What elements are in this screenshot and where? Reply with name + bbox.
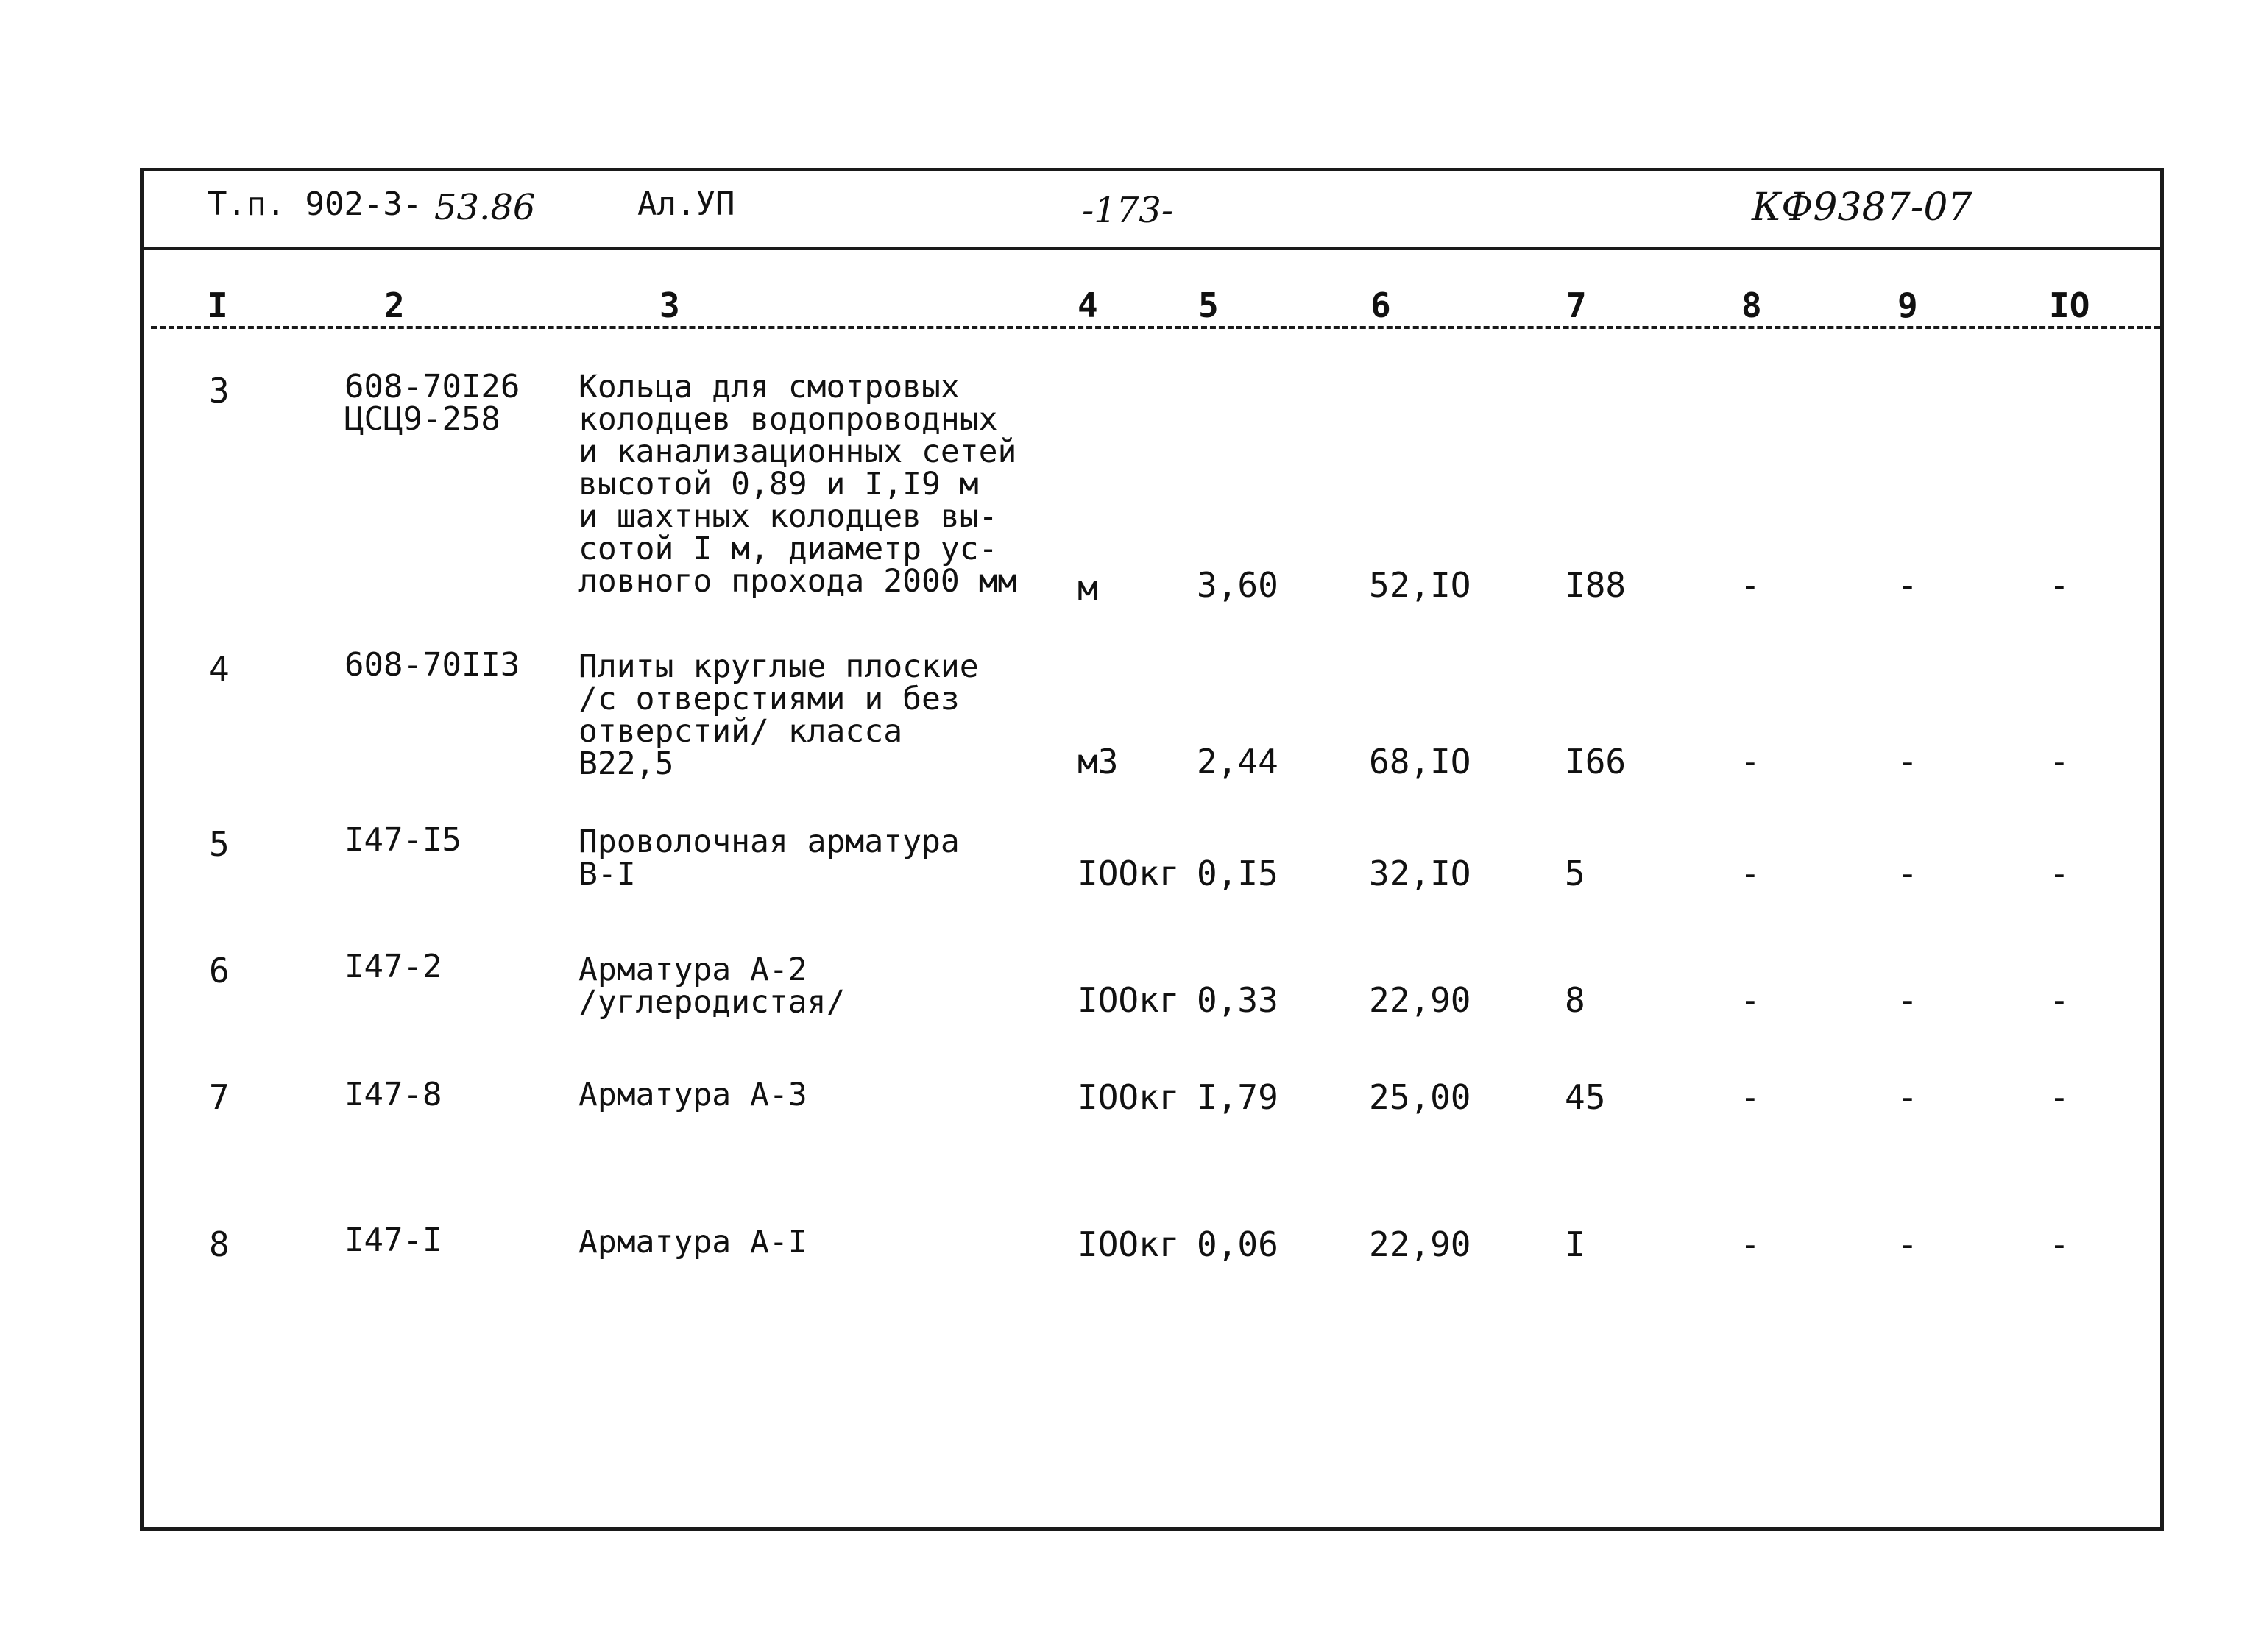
price-cell: 22,90 bbox=[1369, 980, 1471, 1020]
price-cell: 32,IO bbox=[1369, 854, 1471, 893]
col10-cell: - bbox=[2049, 854, 2070, 893]
album-label: Ал.УП bbox=[637, 185, 735, 223]
total-cell: I88 bbox=[1565, 565, 1627, 605]
item-description: Арматура А-2 /углеродистая/ bbox=[578, 951, 846, 1021]
item-code: I47-I bbox=[344, 1222, 442, 1259]
page-number: -173- bbox=[1082, 190, 1174, 231]
sheet-code: КФ9387-07 bbox=[1752, 185, 1972, 230]
column-number-3: 3 bbox=[659, 286, 680, 325]
column-number-9: 9 bbox=[1897, 286, 1918, 325]
row-number: 6 bbox=[209, 951, 230, 990]
unit-cell: IOOкг bbox=[1078, 854, 1180, 893]
quantity-cell: 0,06 bbox=[1197, 1224, 1278, 1264]
col10-cell: - bbox=[2049, 565, 2070, 605]
column-number-1: I bbox=[208, 286, 228, 325]
col8-cell: - bbox=[1740, 980, 1761, 1020]
col9-cell: - bbox=[1897, 1224, 1918, 1264]
unit-cell: IOOкг bbox=[1078, 1077, 1180, 1117]
quantity-cell: 2,44 bbox=[1197, 742, 1278, 781]
total-cell: 5 bbox=[1565, 854, 1585, 893]
column-number-10: IO bbox=[2049, 286, 2090, 325]
col10-cell: - bbox=[2049, 1077, 2070, 1117]
unit-cell: IOOкг bbox=[1078, 1224, 1180, 1264]
item-code: I47-I5 bbox=[344, 821, 461, 859]
item-description: Проволочная арматура B-I bbox=[578, 823, 960, 893]
unit-cell: м bbox=[1078, 568, 1098, 608]
col10-cell: - bbox=[2049, 980, 2070, 1020]
col9-cell: - bbox=[1897, 980, 1918, 1020]
item-code: 608-70II3 bbox=[344, 646, 520, 684]
price-cell: 52,IO bbox=[1369, 565, 1471, 605]
col9-cell: - bbox=[1897, 565, 1918, 605]
column-number-5: 5 bbox=[1198, 286, 1219, 325]
column-number-7: 7 bbox=[1566, 286, 1587, 325]
price-cell: 25,00 bbox=[1369, 1077, 1471, 1117]
item-code: 608-70I26 ЦСЦ9-258 bbox=[344, 368, 520, 438]
item-description: Арматура А-I bbox=[578, 1224, 807, 1261]
col8-cell: - bbox=[1740, 1224, 1761, 1264]
col8-cell: - bbox=[1740, 742, 1761, 781]
column-number-6: 6 bbox=[1370, 286, 1391, 325]
col8-cell: - bbox=[1740, 1077, 1761, 1117]
price-cell: 68,IO bbox=[1369, 742, 1471, 781]
col9-cell: - bbox=[1897, 1077, 1918, 1117]
quantity-cell: 0,33 bbox=[1197, 980, 1278, 1020]
row-number: 8 bbox=[209, 1224, 230, 1264]
header-divider bbox=[140, 247, 2164, 250]
column-number-2: 2 bbox=[384, 286, 405, 325]
total-cell: 8 bbox=[1565, 980, 1585, 1020]
project-code-handwritten: 53.86 bbox=[434, 187, 536, 228]
unit-cell: м3 bbox=[1078, 742, 1119, 781]
col10-cell: - bbox=[2049, 742, 2070, 781]
total-cell: 45 bbox=[1565, 1077, 1606, 1117]
item-description: Арматура А-3 bbox=[578, 1077, 807, 1113]
row-number: 5 bbox=[209, 824, 230, 864]
quantity-cell: 0,I5 bbox=[1197, 854, 1278, 893]
column-header-divider bbox=[151, 326, 2160, 329]
col9-cell: - bbox=[1897, 742, 1918, 781]
col8-cell: - bbox=[1740, 854, 1761, 893]
row-number: 3 bbox=[209, 371, 230, 411]
quantity-cell: 3,60 bbox=[1197, 565, 1278, 605]
price-cell: 22,90 bbox=[1369, 1224, 1471, 1264]
item-code: I47-2 bbox=[344, 948, 442, 985]
col10-cell: - bbox=[2049, 1224, 2070, 1264]
total-cell: I bbox=[1565, 1224, 1585, 1264]
column-number-4: 4 bbox=[1078, 286, 1098, 325]
unit-cell: IOOкг bbox=[1078, 980, 1180, 1020]
col8-cell: - bbox=[1740, 565, 1761, 605]
item-description: Кольца для смотровых колодцев водопроводных и канализационных сетей высотой 0,89 и I,I9 м и шахтных колодцев вы- сотой I м, диаметр ус- ловного прохода 2000 мм bbox=[578, 369, 1017, 600]
item-description: Плиты круглые плоские /с отверстиями и без отверстий/ класса B22,5 bbox=[578, 648, 979, 782]
item-code: I47-8 bbox=[344, 1076, 442, 1113]
quantity-cell: I,79 bbox=[1197, 1077, 1278, 1117]
col9-cell: - bbox=[1897, 854, 1918, 893]
column-number-8: 8 bbox=[1741, 286, 1762, 325]
total-cell: I66 bbox=[1565, 742, 1627, 781]
row-number: 4 bbox=[209, 649, 230, 689]
doc-type-prefix: Т.п. 902-3- bbox=[208, 185, 422, 223]
row-number: 7 bbox=[209, 1077, 230, 1117]
